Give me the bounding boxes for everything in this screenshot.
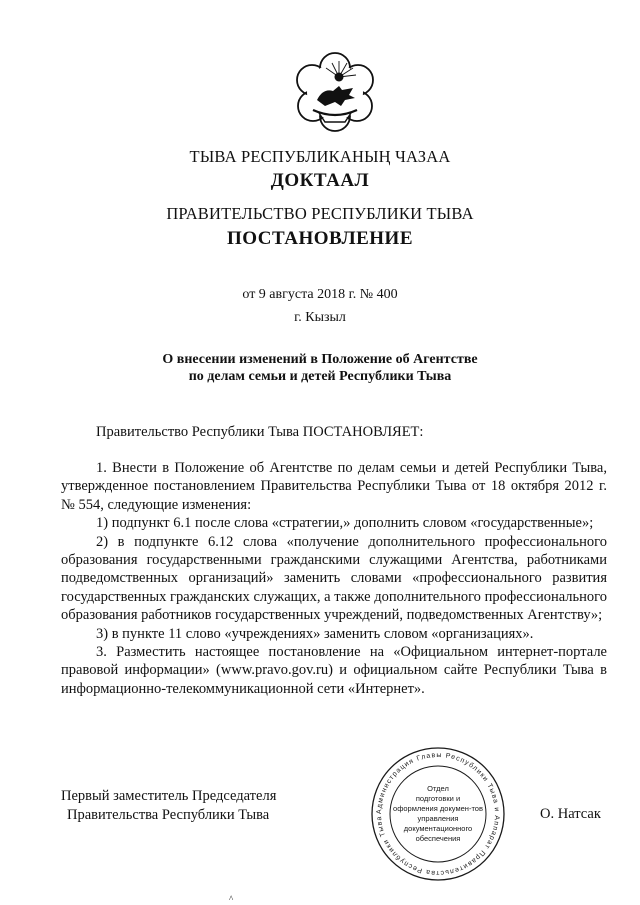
paragraph: 2) в подпункте 6.12 слова «получение дополнительного профессионального образования государственными гражданскими служащими Агентства, работниками подведомственных организаций» заменить словами «профессионального развития государственных гражданских служащих, а также дополнительного профессионального образования работников государственных учреждений, подведомственных Агентству»; [61, 533, 607, 624]
footer-mark: ^ [229, 894, 234, 904]
paragraph: 3) в пункте 11 слово «учреждениях» заменить словом «организациях». [96, 625, 534, 642]
official-stamp [368, 745, 508, 883]
signatory-name: О. Натсак [540, 806, 601, 822]
header-government: ПРАВИТЕЛЬСТВО РЕСПУБЛИКИ ТЫВА [166, 204, 474, 223]
stamp-line: обеспечения [415, 834, 461, 843]
subject-line: О внесении изменений в Положение об Агентстве [162, 352, 478, 367]
position-line: Правительства Республики Тыва [67, 807, 270, 823]
subject-line: по делам семьи и детей Республики Тыва [188, 369, 452, 384]
stamp-line: Отдел [427, 784, 449, 793]
paragraph: 3. Разместить настоящее постановление на «Официальном интернет-портале правовой информации» (www.pravo.gov.ru) и официальном сайте Республики Тыва в информационно-телекоммуникационной сети «Интернет». [61, 644, 607, 697]
header-doc-type: ПОСТАНОВЛЕНИЕ [226, 228, 414, 249]
signatory-position [61, 787, 276, 825]
preamble: Правительство Республики Тыва ПОСТАНОВЛЯЕТ: [96, 424, 424, 440]
header-doc-type-tuvan: ДОКТААЛ [270, 170, 370, 191]
coat-of-arms-emblem [295, 50, 375, 136]
stamp-ring-text: Администрация Главы Республики Тыва и Аппарат Правительства Республики Тыва [375, 751, 501, 877]
document-subject [0, 351, 640, 385]
document-body [61, 459, 607, 698]
stamp-line: документационного [403, 824, 473, 833]
paragraph: 1) подпункт 6.1 после слова «стратегии,» дополнить словом «государственные»; [96, 515, 594, 532]
document-city: г. Кызыл [294, 310, 346, 325]
paragraph: 1. Внести в Положение об Агентстве по делам семьи и детей Республики Тыва, утвержденное постановлением Правительства Республики Тыва от 18 октября 2012 г. № 554, следующие изменения: [61, 460, 607, 513]
document-date-number: от 9 августа 2018 г. № 400 [242, 287, 398, 302]
stamp-line: управления [417, 814, 459, 823]
position-line: Первый заместитель Председателя [61, 788, 277, 804]
stamp-line: оформления докумен-тов [393, 804, 483, 813]
stamp-line: подготовки и [415, 794, 461, 803]
header-republic-tuvan: ТЫВА РЕСПУБЛИКАНЫҢ ЧАЗАА [189, 147, 451, 166]
